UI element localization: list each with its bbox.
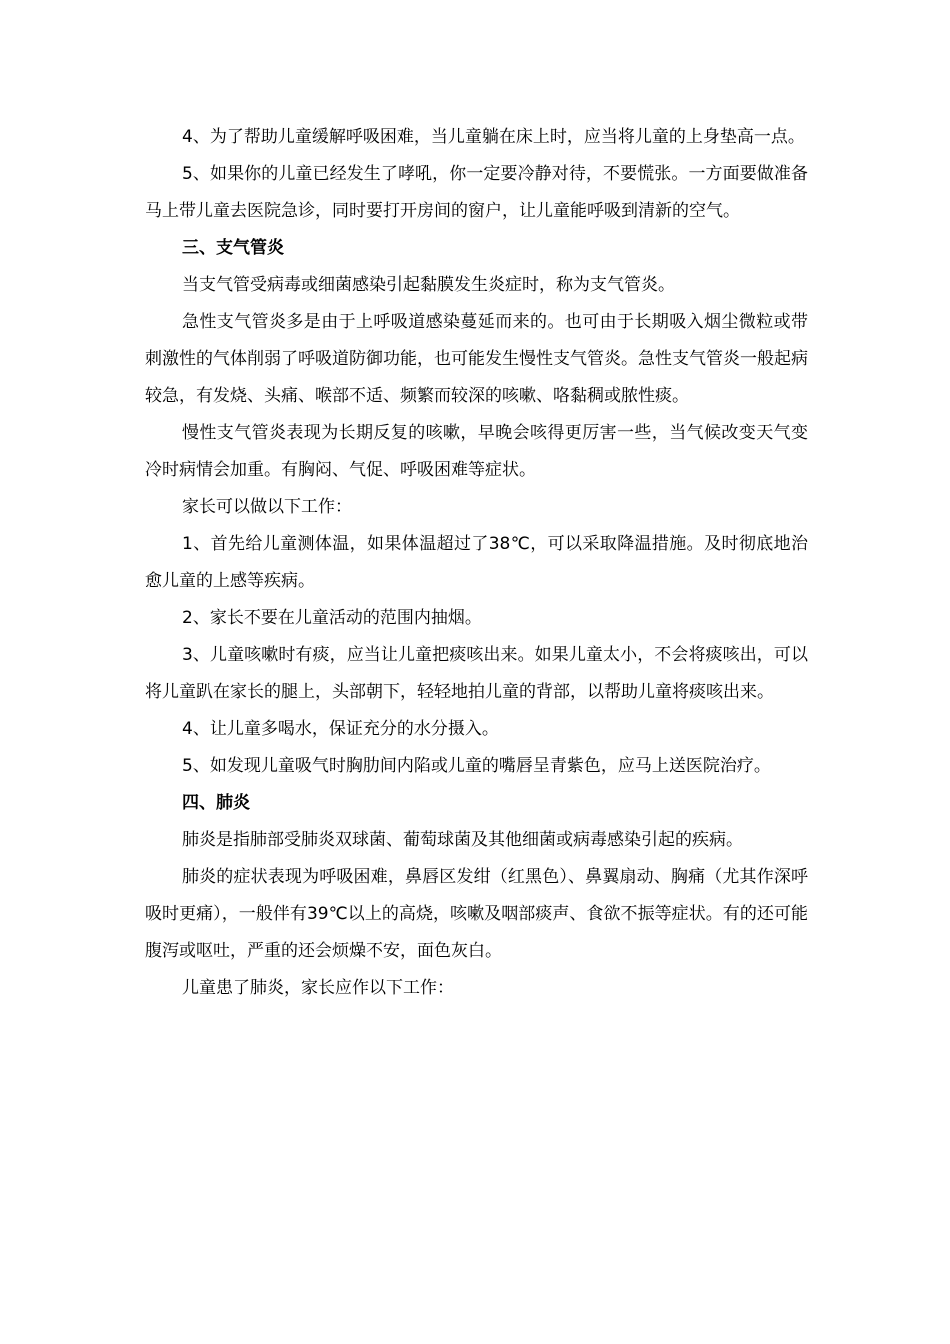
paragraph: 急性支气管炎多是由于上呼吸道感染蔓延而来的。也可由于长期吸入烟尘微粒或带刺激性的气体削弱了呼吸道防御功能，也可能发生慢性支气管炎。急性支气管炎一般起病较急，有发烧、头痛、喉部不适、频繁而较深的咳嗽、咯黏稠或脓性痰。 [145, 312, 808, 406]
document-page [145, 119, 808, 1007]
list-item: 3、儿童咳嗽时有痰，应当让儿童把痰咳出来。如果儿童太小，不会将痰咳出，可以将儿童趴在家长的腿上，头部朝下，轻轻地拍儿童的背部，以帮助儿童将痰咳出来。 [145, 645, 808, 702]
paragraph: 家长可以做以下工作： [182, 497, 352, 517]
section-heading: 三、支气管炎 [182, 238, 284, 258]
list-item: 5、如发现儿童吸气时胸肋间内陷或儿童的嘴唇呈青紫色，应马上送医院治疗。 [182, 756, 771, 776]
paragraph: 慢性支气管炎表现为长期反复的咳嗽，早晚会咳得更厉害一些，当气候改变天气变冷时病情会加重。有胸闷、气促、呼吸困难等症状。 [145, 423, 808, 480]
list-item: 2、家长不要在儿童活动的范围内抽烟。 [182, 608, 482, 628]
paragraph: 肺炎的症状表现为呼吸困难，鼻唇区发绀（红黑色）、鼻翼扇动、胸痛（尤其作深呼吸时更痛），一般伴有39℃以上的高烧，咳嗽及咽部痰声、食欲不振等症状。有的还可能腹泻或呕吐，严重的还会烦燥不安，面色灰白。 [145, 867, 808, 961]
list-item: 1、首先给儿童测体温，如果体温超过了38℃，可以采取降温措施。及时彻底地治愈儿童的上感等疾病。 [145, 534, 808, 591]
paragraph: 4、为了帮助儿童缓解呼吸困难，当儿童躺在床上时，应当将儿童的上身垫高一点。 [182, 127, 805, 147]
paragraph: 儿童患了肺炎，家长应作以下工作： [182, 978, 454, 998]
section-heading: 四、肺炎 [182, 793, 250, 813]
paragraph: 当支气管受病毒或细菌感染引起黏膜发生炎症时，称为支气管炎。 [182, 275, 675, 295]
paragraph: 5、如果你的儿童已经发生了哮吼，你一定要冷静对待，不要慌张。一方面要做准备马上带儿童去医院急诊，同时要打开房间的窗户，让儿童能呼吸到清新的空气。 [145, 164, 808, 221]
paragraph: 肺炎是指肺部受肺炎双球菌、葡萄球菌及其他细菌或病毒感染引起的疾病。 [182, 830, 743, 850]
list-item: 4、让儿童多喝水，保证充分的水分摄入。 [182, 719, 499, 739]
